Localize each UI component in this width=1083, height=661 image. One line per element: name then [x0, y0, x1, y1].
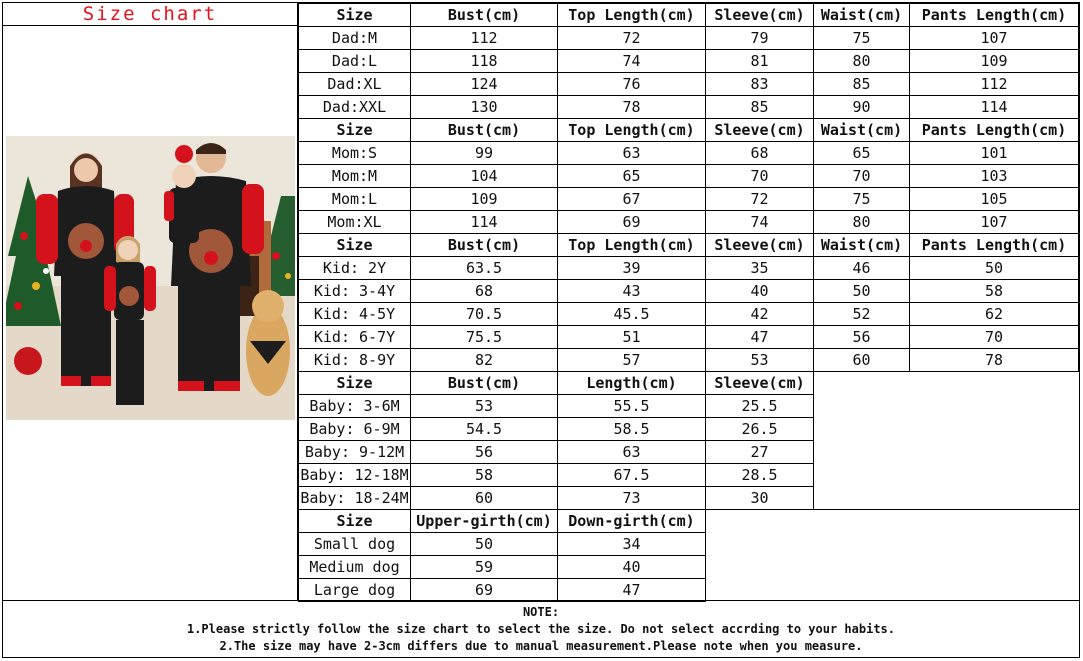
value-cell: 30 — [706, 487, 814, 510]
left-column — [3, 3, 298, 600]
header-cell: Sleeve(cm) — [706, 372, 814, 395]
header-cell: Waist(cm) — [814, 4, 910, 27]
table-row — [299, 73, 1079, 96]
note-heading: NOTE: — [522, 605, 560, 619]
value-cell: 101 — [910, 142, 1079, 165]
header-cell: Sleeve(cm) — [706, 234, 814, 257]
value-cell: 28.5 — [706, 464, 814, 487]
baby-header-row — [299, 372, 1079, 395]
value-cell: 50 — [411, 533, 558, 556]
table-row — [299, 303, 1079, 326]
header-cell: Upper-girth(cm) — [411, 510, 558, 533]
table-row — [299, 556, 1079, 579]
value-cell: 85 — [814, 73, 910, 96]
size-cell: Kid: 2Y — [299, 257, 411, 280]
size-cell: Baby: 3-6M — [299, 395, 411, 418]
value-cell: 99 — [411, 142, 558, 165]
value-cell: 39 — [558, 257, 706, 280]
value-cell: 105 — [910, 188, 1079, 211]
header-cell: Length(cm) — [558, 372, 706, 395]
value-cell: 80 — [814, 50, 910, 73]
empty-cell — [814, 372, 1079, 395]
value-cell: 51 — [558, 326, 706, 349]
table-row — [299, 533, 1079, 556]
value-cell: 114 — [910, 96, 1079, 119]
empty-cell — [814, 395, 1079, 418]
value-cell: 112 — [411, 27, 558, 50]
value-cell: 70 — [706, 165, 814, 188]
value-cell: 53 — [411, 395, 558, 418]
value-cell: 56 — [411, 441, 558, 464]
value-cell: 27 — [706, 441, 814, 464]
size-cell: Dad:L — [299, 50, 411, 73]
value-cell: 70 — [814, 165, 910, 188]
size-cell: Dad:XXL — [299, 96, 411, 119]
value-cell: 69 — [411, 579, 558, 602]
empty-cell — [814, 441, 1079, 464]
value-cell: 25.5 — [706, 395, 814, 418]
size-cell: Dad:M — [299, 27, 411, 50]
value-cell: 109 — [910, 50, 1079, 73]
size-cell: Dad:XL — [299, 73, 411, 96]
value-cell: 114 — [411, 211, 558, 234]
header-cell: Bust(cm) — [411, 4, 558, 27]
header-cell: Size — [299, 234, 411, 257]
header-cell: Size — [299, 4, 411, 27]
value-cell: 50 — [814, 280, 910, 303]
family-photo-illustration — [6, 136, 295, 420]
header-cell: Size — [299, 119, 411, 142]
value-cell: 46 — [814, 257, 910, 280]
header-cell: Pants Length(cm) — [910, 234, 1079, 257]
value-cell: 40 — [706, 280, 814, 303]
table-row — [299, 50, 1079, 73]
size-cell: Kid: 3-4Y — [299, 280, 411, 303]
note-line-2: 2.The size may have 2-3cm differs due to manual measurement.Please note when you measure. — [219, 639, 863, 653]
value-cell: 107 — [910, 27, 1079, 50]
value-cell: 68 — [706, 142, 814, 165]
size-chart-frame — [2, 2, 1080, 658]
value-cell: 74 — [706, 211, 814, 234]
size-cell: Large dog — [299, 579, 411, 602]
size-table — [298, 3, 1079, 602]
dad-header-row — [299, 4, 1079, 27]
value-cell: 65 — [558, 165, 706, 188]
value-cell: 79 — [706, 27, 814, 50]
kid-header-row — [299, 234, 1079, 257]
family-pajama-photo — [6, 136, 295, 420]
value-cell: 107 — [910, 211, 1079, 234]
empty-cell — [814, 418, 1079, 441]
value-cell: 104 — [411, 165, 558, 188]
value-cell: 109 — [411, 188, 558, 211]
header-cell: Pants Length(cm) — [910, 4, 1079, 27]
value-cell: 81 — [706, 50, 814, 73]
page-title: Size chart — [82, 3, 218, 25]
value-cell: 103 — [910, 165, 1079, 188]
empty-cell — [814, 487, 1079, 510]
size-cell: Medium dog — [299, 556, 411, 579]
table-row — [299, 326, 1079, 349]
value-cell: 54.5 — [411, 418, 558, 441]
table-row — [299, 487, 1079, 510]
header-cell: Size — [299, 510, 411, 533]
value-cell: 63 — [558, 441, 706, 464]
value-cell: 53 — [706, 349, 814, 372]
value-cell: 47 — [706, 326, 814, 349]
value-cell: 130 — [411, 96, 558, 119]
value-cell: 55.5 — [558, 395, 706, 418]
table-row — [299, 395, 1079, 418]
value-cell: 74 — [558, 50, 706, 73]
header-cell: Pants Length(cm) — [910, 119, 1079, 142]
empty-cell — [706, 556, 1079, 579]
table-row — [299, 165, 1079, 188]
value-cell: 50 — [910, 257, 1079, 280]
value-cell: 75 — [814, 188, 910, 211]
size-cell: Mom:L — [299, 188, 411, 211]
value-cell: 62 — [910, 303, 1079, 326]
size-cell: Baby: 12-18M — [299, 464, 411, 487]
size-cell: Mom:S — [299, 142, 411, 165]
header-cell: Waist(cm) — [814, 119, 910, 142]
table-row — [299, 27, 1079, 50]
table-row — [299, 280, 1079, 303]
table-row — [299, 211, 1079, 234]
value-cell: 75.5 — [411, 326, 558, 349]
value-cell: 85 — [706, 96, 814, 119]
note-line-1: 1.Please strictly follow the size chart to select the size. Do not select accrding to your habits. — [186, 622, 895, 636]
title-cell — [3, 3, 297, 26]
size-cell: Small dog — [299, 533, 411, 556]
table-row — [299, 418, 1079, 441]
size-cell: Kid: 8-9Y — [299, 349, 411, 372]
header-cell: Waist(cm) — [814, 234, 910, 257]
value-cell: 75 — [814, 27, 910, 50]
value-cell: 83 — [706, 73, 814, 96]
value-cell: 56 — [814, 326, 910, 349]
table-row — [299, 96, 1079, 119]
value-cell: 65 — [814, 142, 910, 165]
value-cell: 82 — [411, 349, 558, 372]
value-cell: 70.5 — [411, 303, 558, 326]
header-cell: Bust(cm) — [411, 372, 558, 395]
size-cell: Kid: 6-7Y — [299, 326, 411, 349]
header-cell: Size — [299, 372, 411, 395]
value-cell: 72 — [558, 27, 706, 50]
value-cell: 43 — [558, 280, 706, 303]
value-cell: 63 — [558, 142, 706, 165]
value-cell: 34 — [558, 533, 706, 556]
value-cell: 60 — [814, 349, 910, 372]
empty-cell — [814, 464, 1079, 487]
value-cell: 124 — [411, 73, 558, 96]
table-row — [299, 349, 1079, 372]
size-cell: Baby: 6-9M — [299, 418, 411, 441]
value-cell: 60 — [411, 487, 558, 510]
note-section — [3, 600, 1079, 658]
value-cell: 59 — [411, 556, 558, 579]
value-cell: 90 — [814, 96, 910, 119]
value-cell: 57 — [558, 349, 706, 372]
value-cell: 40 — [558, 556, 706, 579]
value-cell: 78 — [910, 349, 1079, 372]
table-row — [299, 464, 1079, 487]
table-row — [299, 188, 1079, 211]
header-cell: Sleeve(cm) — [706, 4, 814, 27]
size-cell: Mom:XL — [299, 211, 411, 234]
mom-header-row — [299, 119, 1079, 142]
value-cell: 118 — [411, 50, 558, 73]
table-row — [299, 142, 1079, 165]
value-cell: 70 — [910, 326, 1079, 349]
table-row — [299, 579, 1079, 602]
header-cell: Sleeve(cm) — [706, 119, 814, 142]
value-cell: 72 — [706, 188, 814, 211]
header-cell: Bust(cm) — [411, 234, 558, 257]
header-cell: Down-girth(cm) — [558, 510, 706, 533]
value-cell: 73 — [558, 487, 706, 510]
empty-cell — [706, 510, 1079, 533]
value-cell: 42 — [706, 303, 814, 326]
table-row — [299, 257, 1079, 280]
value-cell: 67 — [558, 188, 706, 211]
value-cell: 35 — [706, 257, 814, 280]
size-cell: Baby: 9-12M — [299, 441, 411, 464]
size-cell: Mom:M — [299, 165, 411, 188]
value-cell: 26.5 — [706, 418, 814, 441]
value-cell: 58 — [910, 280, 1079, 303]
value-cell: 67.5 — [558, 464, 706, 487]
value-cell: 78 — [558, 96, 706, 119]
value-cell: 58.5 — [558, 418, 706, 441]
value-cell: 112 — [910, 73, 1079, 96]
value-cell: 63.5 — [411, 257, 558, 280]
size-cell: Kid: 4-5Y — [299, 303, 411, 326]
table-row — [299, 441, 1079, 464]
empty-cell — [706, 579, 1079, 602]
header-cell: Top Length(cm) — [558, 4, 706, 27]
header-cell: Top Length(cm) — [558, 119, 706, 142]
value-cell: 80 — [814, 211, 910, 234]
value-cell: 45.5 — [558, 303, 706, 326]
header-cell: Top Length(cm) — [558, 234, 706, 257]
value-cell: 52 — [814, 303, 910, 326]
size-cell: Baby: 18-24M — [299, 487, 411, 510]
dog-header-row — [299, 510, 1079, 533]
empty-cell — [706, 533, 1079, 556]
value-cell: 69 — [558, 211, 706, 234]
value-cell: 58 — [411, 464, 558, 487]
value-cell: 47 — [558, 579, 706, 602]
value-cell: 76 — [558, 73, 706, 96]
header-cell: Bust(cm) — [411, 119, 558, 142]
value-cell: 68 — [411, 280, 558, 303]
